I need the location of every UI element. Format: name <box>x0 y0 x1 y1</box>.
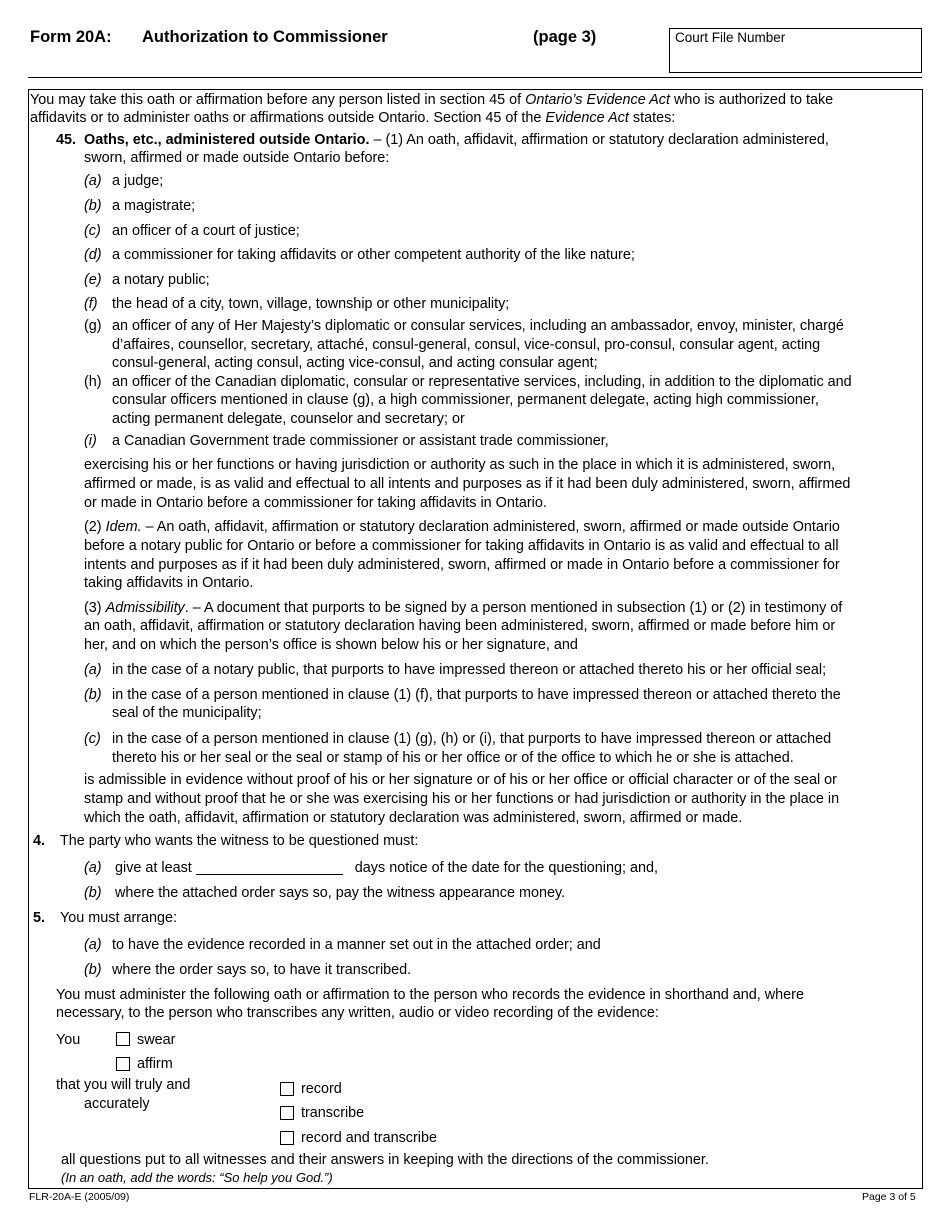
s45-sub3-item-label: (a) <box>84 662 102 678</box>
s45-sub3-item-label: (b) <box>84 687 102 703</box>
section-4-text: The party who wants the witness to be questioned must: <box>60 833 419 849</box>
s45-item-label: (e) <box>84 272 102 288</box>
s45-sub3-item-text: in the case of a person mentioned in clause (1) (f), that purports to have impressed thereon or attached thereto the <box>112 687 841 703</box>
s45-sub3-line: (3) Admissibility. – A document that purports to be signed by a person mentioned in subsection (1) or (2) in testimony of <box>84 600 843 616</box>
court-file-number-label: Court File Number <box>675 30 786 45</box>
section-5-a-text: to have the evidence recorded in a manner set out in the attached order; and <box>112 937 601 953</box>
s45-closing-line: affirmed or made, is as valid and effectual to all intents and purposes as if it had been duly administered, sworn, affirmed <box>84 476 851 492</box>
s45-item-text: an officer of a court of justice; <box>112 223 300 239</box>
intro-line-2: affidavits or to administer oaths or affirmations outside Ontario. Section 45 of the Evidence Act states: <box>30 110 676 126</box>
s45-heading-line-2: sworn, affirmed or made outside Ontario before: <box>84 150 390 166</box>
s45-item-text: acting permanent delegate, counselor and secretary; or <box>112 411 465 427</box>
s45-sub2-line: (2) Idem. – An oath, affidavit, affirmation or statutory declaration administered, sworn, affirmed or made outside Ontario <box>84 519 840 535</box>
s45-item-label: (b) <box>84 198 102 214</box>
you-label: You <box>56 1032 81 1048</box>
s45-item-text: a commissioner for taking affidavits or other competent authority of the like nature; <box>112 247 635 263</box>
s45-item-label: (h) <box>84 374 102 390</box>
record-checkbox[interactable] <box>280 1082 294 1096</box>
s45-sub3-item-text: in the case of a notary public, that purports to have impressed thereon or attached thereto his or her official seal; <box>112 662 827 678</box>
section-5-text: You must arrange: <box>60 910 178 926</box>
form-number: Form 20A: <box>30 28 112 46</box>
s45-closing-line: or made in Ontario before a commissioner for taking affidavits in Ontario. <box>84 495 547 511</box>
section-5-a-label: (a) <box>84 937 102 953</box>
form-title: Authorization to Commissioner <box>142 28 388 46</box>
record-and-transcribe-checkbox[interactable] <box>280 1131 294 1145</box>
s45-sub3-item-label: (c) <box>84 731 101 747</box>
transcribe-label: transcribe <box>301 1105 365 1121</box>
oath-note: (In an oath, add the words: “So help you God.”) <box>61 1170 333 1185</box>
s45-item-label: (c) <box>84 223 101 239</box>
admin-text-line: You must administer the following oath or affirmation to the person who records the evidence in shorthand and, where <box>56 987 804 1003</box>
s45-item-text: a magistrate; <box>112 198 196 214</box>
s45-item-label: (f) <box>84 296 98 312</box>
s45-item-label: (g) <box>84 318 102 334</box>
s45-item-text: an officer of any of Her Majesty’s diplomatic or consular services, including an ambassador, envoy, minister, chargé <box>112 318 844 334</box>
header-divider <box>28 77 922 78</box>
court-file-number-field[interactable] <box>669 28 922 73</box>
record-and-transcribe-label: record and transcribe <box>301 1130 437 1146</box>
record-label: record <box>301 1081 342 1097</box>
s45-closing3-line: which the oath, affidavit, affirmation or statutory declaration was administered, sworn, affirmed or made. <box>84 810 743 826</box>
truly-line-2: accurately <box>84 1096 150 1112</box>
s45-sub3-line: her, and on which the person’s office is shown below his or her signature, and <box>84 637 578 653</box>
page-number: Page 3 of 5 <box>862 1191 916 1203</box>
page-label: (page 3) <box>533 28 597 46</box>
section-4-number: 4. <box>33 833 46 849</box>
affirm-label: affirm <box>137 1056 173 1072</box>
s45-heading-line-1: Oaths, etc., administered outside Ontario. – (1) An oath, affidavit, affirmation or statutory declaration administered, <box>84 132 829 148</box>
s45-item-text: consular officers mentioned in clause (g), a high commissioner, permanent delegate, acting high commissioner, <box>112 392 819 408</box>
section-5-number: 5. <box>33 910 46 926</box>
s45-sub3-item-text: in the case of a person mentioned in clause (1) (g), (h) or (i), that purports to have impressed thereon or attached <box>112 731 832 747</box>
days-notice-field[interactable] <box>196 860 343 875</box>
s45-closing3-line: stamp and without proof that he or she was exercising his or her functions or had jurisdiction or authority in the place in <box>84 791 840 807</box>
section-4-a-label: (a) <box>84 860 102 876</box>
s45-closing3-line: is admissible in evidence without proof of his or her signature or of his or her office or official character or of the seal or <box>84 772 837 788</box>
s45-item-text: a judge; <box>112 173 164 189</box>
section-5-b-text: where the order says so, to have it transcribed. <box>112 962 412 978</box>
truly-line-1: that you will truly and <box>56 1077 191 1093</box>
admin-text-line: necessary, to the person who transcribes any written, audio or video recording of the evidence: <box>56 1005 659 1021</box>
s45-sub2-line: before a notary public for Ontario or before a commissioner for taking affidavits in Ontario is as valid and effectual to all <box>84 538 839 554</box>
s45-closing-line: exercising his or her functions or having jurisdiction or authority as such in the place in which it is administered, sworn, <box>84 457 836 473</box>
s45-item-text: consul-general, acting consul, acting vice-consul, and acting consular agent; <box>112 355 598 371</box>
s45-item-label: (d) <box>84 247 102 263</box>
s45-item-label: (i) <box>84 433 97 449</box>
s45-item-label: (a) <box>84 173 102 189</box>
s45-number: 45. <box>56 132 77 148</box>
s45-item-text: the head of a city, town, village, township or other municipality; <box>112 296 510 312</box>
s45-item-text: an officer of the Canadian diplomatic, consular or representative services, including, in addition to the diplomatic and <box>112 374 852 390</box>
section-4-b-text: where the attached order says so, pay the witness appearance money. <box>115 885 566 901</box>
form-code: FLR-20A-E (2005/09) <box>29 1191 130 1203</box>
s45-sub2-line: intents and purposes as if it had been duly administered, sworn, affirmed or made in Ontario before a commissioner for <box>84 557 840 573</box>
s45-sub3-item-text: seal of the municipality; <box>112 705 262 721</box>
s45-item-text: d’affaires, counsellor, secretary, attaché, consul-general, consul, vice-consul, pro-consul, consular agent, acting <box>112 337 821 353</box>
s45-sub2-line: taking affidavits in Ontario. <box>84 575 254 591</box>
section-4-a-line: give at least days notice of the date for the questioning; and, <box>115 860 659 876</box>
all-questions-text: all questions put to all witnesses and their answers in keeping with the directions of the commissioner. <box>61 1152 709 1168</box>
s45-item-text: a Canadian Government trade commissioner or assistant trade commissioner, <box>112 433 609 449</box>
section-4-b-label: (b) <box>84 885 102 901</box>
swear-label: swear <box>137 1032 176 1048</box>
intro-line-1: You may take this oath or affirmation before any person listed in section 45 of Ontario’s Evidence Act who is authorized to take <box>30 92 834 108</box>
s45-sub3-line: an oath, affidavit, affirmation or statutory declaration having been administered, sworn, affirmed or made before him or <box>84 618 836 634</box>
s45-sub3-item-text: thereto his or her seal or the seal or stamp of his or her office or of the office to which he or she is attached. <box>112 750 794 766</box>
affirm-checkbox[interactable] <box>116 1057 130 1071</box>
section-5-b-label: (b) <box>84 962 102 978</box>
s45-item-text: a notary public; <box>112 272 210 288</box>
swear-checkbox[interactable] <box>116 1032 130 1046</box>
transcribe-checkbox[interactable] <box>280 1106 294 1120</box>
